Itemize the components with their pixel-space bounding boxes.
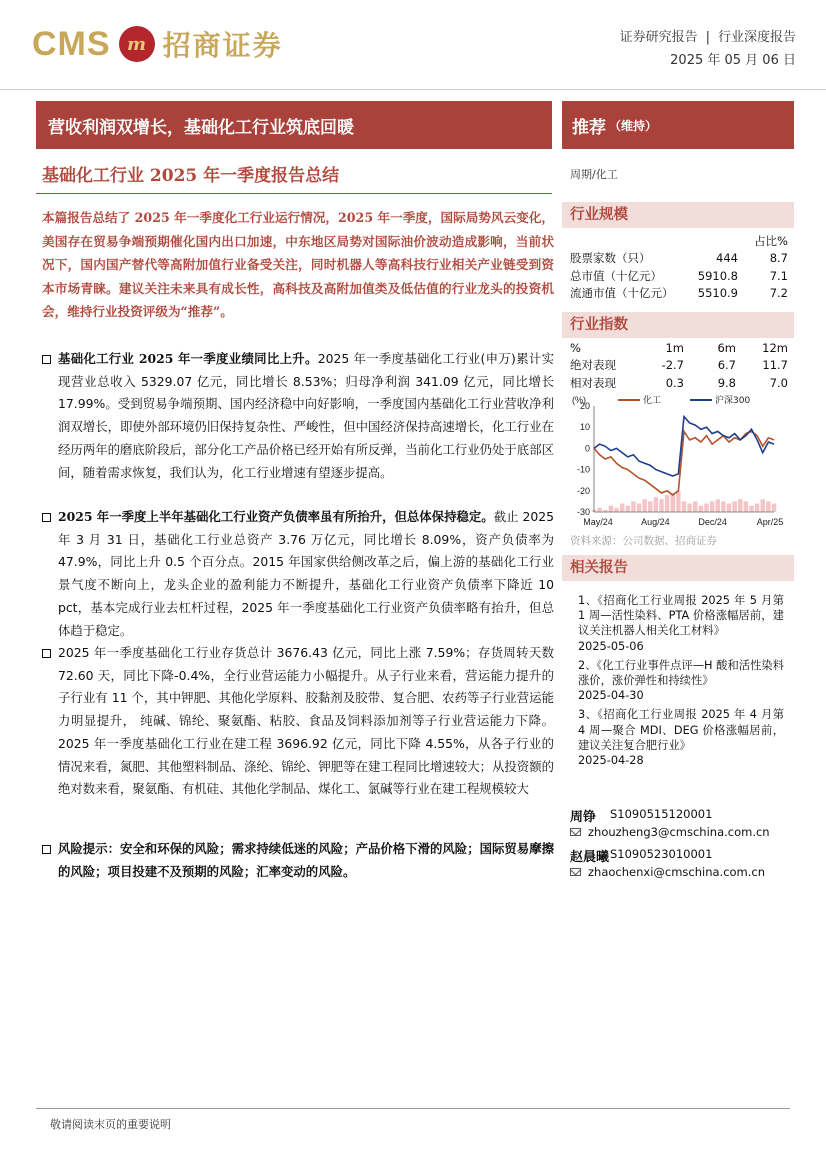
y-axis-label: (%) [572,395,586,405]
series-line [594,431,774,495]
related-report-item[interactable] [578,658,784,704]
relative-bar [665,495,669,512]
x-tick-label: Dec/24 [698,517,727,527]
relative-bar [597,508,601,512]
analyst-card [570,846,790,886]
key-point-text: 2025 年一季度基础化工行业存货总计 3676.43 亿元，同比上涨 7.59%；存货周转天数 72.60 天，同比下降-0.4%，全行业营运能力小幅提升。从子行业来看，营运能力提升的子行业有 11 个，其中钾肥、其他化学原料、胶黏剂及胶带、复合肥、农药等子行业营运能力明显提升， 纯碱、锦纶、聚氨酯、粘胶、食品及饲料添加剂等子行业营运能力下降。2025 年一季度基础化工行业在建工程 3696.92 亿元，同比下降 4.55%，从各子行业的情况来看，氮肥、其他塑料制品、涤纶、锦纶、钾肥等在建工程同比增速较大；从投资额的绝对数来看，聚氨酯、有机硅、其他化学制品、煤化工、氯碱等行业在建工程规模较大 [58,645,554,797]
row-value: 5910.8 [697,268,738,283]
logo-cms-text: CMS [32,24,111,63]
analysts [570,806,790,886]
table-row [570,285,788,303]
relative-bar [772,504,776,512]
report-type-1: 证券研究报告 [619,30,698,45]
key-point-text: 截止 2025 年 3 月 31 日，基础化工行业总资产 3.76 万亿元，同比增长 8.09%，资产负债率为 47.9%，同比上升 0.5 个百分点。2015 年国家供给侧改革之后，偏上游的基础化工行业景气度不断向上，龙头企业的盈利能力不断提升，基础化工行业资产负债率下降近 10 pct，基本完成行业去杠杆过程，2025 年一季度基础化工行业资产负债率略有抬升，但总体趋于稳定。 [58,509,554,638]
col-header: % [570,340,581,355]
index-chart-svg [566,392,794,532]
scale-table [570,232,788,302]
analyst-email[interactable]: zhaochenxi@cmschina.com.cn [588,865,766,879]
risk-warning [42,838,554,883]
col-header: 12m [762,340,788,355]
sector-label: 周期/化工 [570,168,618,181]
analyst-email[interactable]: zhouzheng3@cmschina.com.cn [588,825,770,839]
footer-note: 敬请阅读末页的重要说明 [50,1118,171,1131]
table-header-row [570,339,788,357]
index-table [570,339,788,392]
row-name: 总市值（十亿元） [570,268,662,283]
cell: 11.7 [762,358,788,373]
key-point [42,642,554,838]
y-tick-label: -30 [576,507,590,517]
checkbox-bullet-icon [42,649,51,658]
row-name: 绝对表现 [570,358,616,373]
y-tick-label: 20 [579,401,590,411]
relative-bar [687,504,691,512]
risk-warning-text: 风险提示：安全和环保的风险；需求持续低迷的风险；产品价格下滑的风险；国际贸易摩擦的风险；项目投建不及预期的风险；汇率变动的风险。 [58,841,554,879]
relative-bar [659,499,663,512]
rating-sub: （维持） [609,118,658,133]
row-pct: 7.1 [769,268,788,283]
row-value: 5510.9 [697,286,738,301]
relative-bar [704,504,708,512]
cell: 0.3 [665,375,684,390]
relative-bar [727,504,731,512]
report-title [36,101,552,149]
table-row [570,374,788,392]
abstract: 本篇报告总结了 2025 年一季度化工行业运行情况，2025 年一季度，国际局势风云变化，美国存在贸易争端预期催化国内出口加速，中东地区局势对国际油价波动造成影响，当前状况下，国内国产替代等高附加值行业备受关注，同时机器人等高科技行业相关产业链受到资本市场青睐。建议关注未来具有成长性，高科技及高附加值类及低估值的行业龙头的投资机会，维持行业投资评级为“推荐”。 [42,210,554,320]
relative-bar [654,497,658,512]
checkbox-bullet-icon [42,513,51,522]
analyst-license: S1090523010001 [610,847,713,861]
header-divider [0,89,826,90]
scale-heading: 行业规模 [562,202,794,228]
key-point-heading: 基础化工行业 2025 年一季度业绩同比上升。 [58,351,318,366]
relative-bar [637,504,641,512]
row-name: 流通市值（十亿元） [570,286,674,301]
relative-bar [721,501,725,512]
rating-bar [562,101,794,149]
key-point [42,506,554,642]
related-heading: 相关报告 [562,555,794,581]
cell: 7.0 [769,375,788,390]
page-header [0,0,826,90]
table-row [570,267,788,285]
relative-bar [749,506,753,512]
header-meta [620,26,796,72]
analyst-name: 周铮 [570,810,597,825]
legend-label: 沪深300 [715,396,751,406]
key-point-heading: 2025 年一季度上半年基础化工行业资产负债率虽有所抬升，但总体保持稳定。 [58,509,494,524]
related-report-title: 3、《招商化工行业周报 2025 年 4 月第 4 周—聚合 MDI、DEG 价格涨幅居前，建议关注复合肥行业》 [578,708,784,752]
col-header: 1m [665,340,684,355]
y-tick-label: -20 [576,485,590,496]
related-report-date: 2025-04-28 [578,754,644,768]
checkbox-bullet-icon [42,845,51,854]
scale-unit-header: 占比% [754,233,788,248]
relative-bar [676,491,680,512]
x-tick-label: Aug/24 [641,517,670,527]
report-title-text: 营收利润双增长，基础化工行业筑底回暖 [48,117,354,138]
checkbox-bullet-icon [42,355,51,364]
subtitle-divider [36,193,552,194]
mail-icon [570,868,581,876]
row-pct: 8.7 [769,251,788,266]
index-heading: 行业指数 [562,312,794,338]
relative-bar [620,504,624,512]
relative-bar [642,499,646,512]
relative-bar [699,506,703,512]
table-row [570,250,788,268]
relative-bar [761,499,765,512]
relative-bar [738,499,742,512]
legend-label: 化工 [643,396,662,406]
mail-icon [570,828,581,836]
cms-logo [32,22,283,66]
relative-bar [626,506,630,512]
report-date: 2025 年 05 月 06 日 [670,53,796,68]
related-report-item[interactable] [578,593,784,654]
related-report-title: 2、《化工行业事件点评—H 酸和活性染料涨价，涨价弹性和持续性》 [578,658,784,688]
relative-bar [755,504,759,512]
related-report-date: 2025-04-30 [578,689,644,703]
relative-bar [693,501,697,512]
row-name: 相对表现 [570,375,616,390]
logo-cn-text: 招商证券 [162,29,283,62]
related-reports [578,593,784,772]
relative-bar [682,501,686,512]
relative-bar [614,508,618,512]
relative-bar [609,506,613,512]
related-report-date: 2025-05-06 [578,639,644,653]
footer-divider [36,1108,790,1109]
table-row [570,357,788,375]
report-subtitle: 基础化工行业 2025 年一季度报告总结 [42,166,340,186]
relative-bar [744,501,748,512]
relative-bar [716,499,720,512]
y-tick-label: 0 [584,443,590,454]
relative-bar [631,501,635,512]
relative-bar [710,501,714,512]
y-tick-label: 10 [579,422,590,433]
row-pct: 7.2 [769,286,788,301]
analyst-name: 赵晨曦 [570,850,610,865]
x-tick-label: Apr/25 [756,517,784,527]
related-report-item[interactable] [578,707,784,768]
cell: 6.7 [717,358,736,373]
relative-bar [732,501,736,512]
col-header: 6m [717,340,736,355]
cell: 9.8 [717,375,736,390]
key-point-text: 2025 年一季度基础化工行业(申万)累计实现营业总收入 5329.07 亿元，同比增长 8.53%；归母净利润 341.09 亿元，同比增长 17.99%。受到贸易争端预期、国内经济稳中向好影响，一季度国内基础化工行业营收净利润双增长，即使外部环境仍旧保持复杂性、严峻性，但中国经济保持高速增长，化工行业在经历两年的磨底阶段后，部分化工产品价格已经开始有所反弹，当前化工行业仍处于底部区间，随着需求恢复，我们认为，化工行业增速有望逐步提高。 [58,351,554,480]
index-chart [566,392,794,532]
chart-source: 资料来源：公司数据、招商证券 [570,535,717,547]
key-points [42,348,554,883]
relative-bar [766,501,770,512]
analyst-license: S1090515120001 [610,807,713,821]
report-type-2: 行业深度报告 [717,30,796,45]
x-tick-label: May/24 [583,517,613,527]
analyst-card [570,806,790,846]
row-value: 444 [716,251,738,266]
key-point [42,348,554,506]
header-separator: | [705,30,710,45]
cell: -2.7 [661,358,684,373]
y-tick-label: -10 [576,464,590,475]
row-name: 股票家数（只） [570,251,651,266]
related-report-title: 1、《招商化工行业周报 2025 年 5 月第 1 周—活性染料、PTA 价格涨幅居前，建议关注机器人相关化工材料》 [578,594,784,638]
logo-mark-icon: m [119,26,155,62]
rating-label: 推荐 [572,117,606,138]
relative-bar [648,501,652,512]
